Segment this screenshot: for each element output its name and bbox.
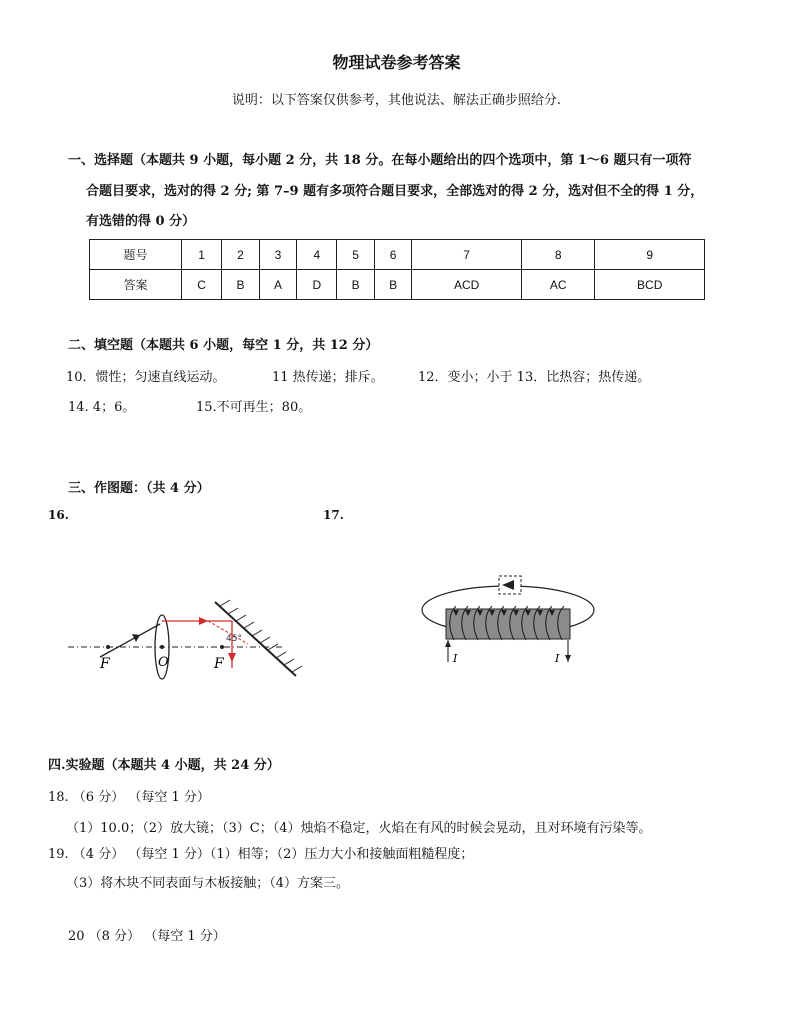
question-number: 6 <box>374 240 411 270</box>
row-label-answer: 答案 <box>90 270 182 300</box>
question-number: 2 <box>222 240 259 270</box>
question-number: 4 <box>297 240 337 270</box>
incident-ray <box>100 624 160 657</box>
optical-center-point <box>160 645 164 649</box>
section1-heading-line2: 合题目要求，选对的得 2 分; 第 7–9 题有多项符合题目要求，全部选对的得 2 分，选对但不全的得 1 分， <box>86 184 704 199</box>
solenoid-diagram <box>418 570 608 670</box>
field-arrows <box>453 610 555 616</box>
answer-q11: 11 热传递；排斥。 <box>272 370 384 385</box>
current-arrow-right <box>565 655 571 662</box>
section1-heading-line1: 一、选择题（本题共 9 小题，每小题 2 分，共 18 分。在每小题给出的四个选项中，第 1～6 题只有一项符 <box>68 153 692 168</box>
answer-q10: 10．惯性；匀速直线运动。 <box>66 370 226 385</box>
refracted-ray-arrow <box>199 617 208 625</box>
answer-q14: 14. 4；6。 <box>68 400 136 415</box>
focus-right-label: F <box>214 656 224 672</box>
question-20-header: 20 （8 分） （每空 1 分） <box>68 929 226 944</box>
focus-left-label: F <box>100 656 110 672</box>
answer-table <box>89 239 705 300</box>
answer-q12-q13: 12．变小；小于 13．比热容；热传递。 <box>418 370 651 385</box>
answer-cell: D <box>297 270 337 300</box>
answer-cell: AC <box>521 270 594 300</box>
current-label-left: I <box>453 652 458 665</box>
question-18-answer: （1）10.0；（2）放大镜；（3）C；（4）烛焰不稳定，火焰在有风的时候会晃动，且对环境有污染等。 <box>66 821 652 836</box>
instruction-note: 说明：以下答案仅供参考，其他说法、解法正确步照给分. <box>231 93 562 108</box>
question-number: 8 <box>521 240 594 270</box>
answer-cell: ACD <box>412 270 522 300</box>
section2-heading: 二、填空题（本题共 6 小题，每空 1 分，共 12 分） <box>68 338 379 353</box>
current-label-right: I <box>555 652 560 665</box>
reflected-ray-arrow <box>228 653 236 662</box>
question-19-header: 19. （4 分） （每空 1 分）（1）相等；（2）压力大小和接触面粗糙程度； <box>48 847 474 862</box>
section3-heading: 三、作图题：（共 4 分） <box>68 481 210 496</box>
question-number: 3 <box>259 240 296 270</box>
question-number: 1 <box>182 240 222 270</box>
focus-right-point <box>220 645 224 649</box>
question-16-label: 16. <box>48 508 69 522</box>
angle-label: 45° <box>226 634 242 644</box>
question-18-header: 18. （6 分） （每空 1 分） <box>48 790 210 805</box>
row-label-number: 题号 <box>90 240 182 270</box>
current-arrow-left <box>445 640 451 647</box>
lens-mirror-diagram <box>60 590 320 690</box>
page-title: 物理试卷参考答案 <box>332 53 461 72</box>
question-number: 7 <box>412 240 522 270</box>
question-17-label: 17. <box>323 508 344 522</box>
answer-table-number-row <box>90 240 705 270</box>
section4-heading: 四.实验题（本题共 4 小题，共 24 分） <box>48 758 280 773</box>
focus-left-point <box>106 645 110 649</box>
question-number: 5 <box>337 240 374 270</box>
answer-cell: BCD <box>595 270 705 300</box>
answer-cell: B <box>337 270 374 300</box>
answer-table-answer-row <box>90 270 705 300</box>
section1-heading-line3: 有选错的得 0 分） <box>86 214 196 229</box>
answer-cell: C <box>182 270 222 300</box>
question-number: 9 <box>595 240 705 270</box>
question-19-answer: （3）将木块不同表面与木板接触；（4）方案三。 <box>66 876 350 891</box>
answer-q15: 15.不可再生；80。 <box>196 400 312 415</box>
optical-center-label: O <box>158 655 169 670</box>
answer-cell: B <box>374 270 411 300</box>
answer-cell: B <box>222 270 259 300</box>
answer-cell: A <box>259 270 296 300</box>
